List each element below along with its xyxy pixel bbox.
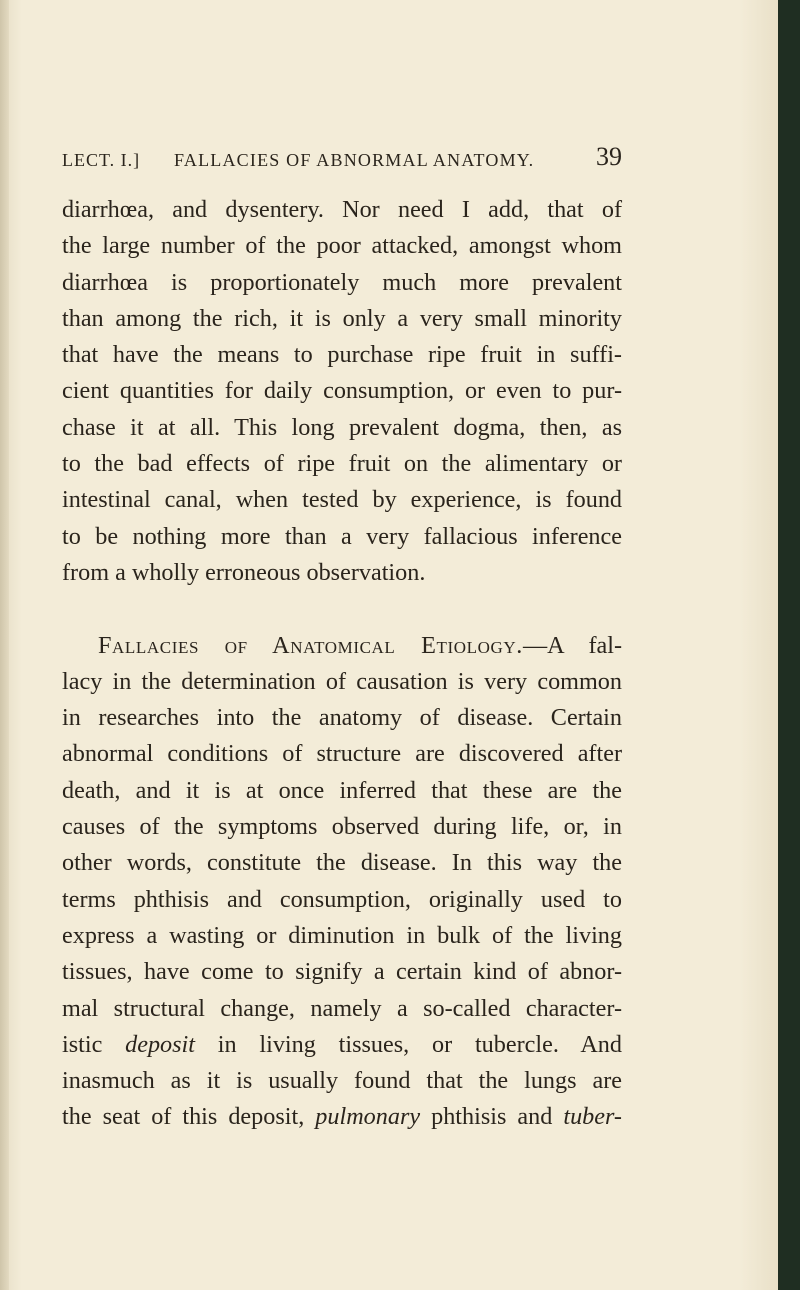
- text-line: that have the means to purchase ripe fruit in suffi-: [62, 341, 622, 369]
- text-line: terms phthisis and consumption, originally used to: [62, 885, 622, 913]
- heading-continuation: —A fal-: [522, 631, 623, 659]
- text-line: the large number of the poor attacked, amongst whom: [62, 232, 622, 260]
- italic-term: tuber-: [563, 1103, 622, 1131]
- text-fragment: istic: [62, 1030, 126, 1058]
- text-line: abnormal conditions of structure are discovered after: [62, 740, 622, 768]
- text-line: causes of the symptoms observed during life, or, in: [62, 813, 622, 841]
- text-line: [62, 1027, 622, 1063]
- text-line: to be nothing more than a very fallacious inference: [62, 522, 622, 550]
- text-line: lacy in the determination of causation is very common: [62, 667, 622, 695]
- italic-term: deposit: [125, 1030, 195, 1058]
- text-fragment: in living tissues, or tubercle. And: [194, 1030, 622, 1058]
- text-line: tissues, have come to signify a certain kind of abnor-: [62, 958, 622, 986]
- text-line: to the bad effects of ripe fruit on the alimentary or: [62, 450, 622, 478]
- running-title: FALLACIES OF ABNORMAL ANATOMY.: [174, 150, 535, 170]
- page-gutter: [0, 0, 9, 1290]
- text-line: death, and it is at once inferred that these are the: [62, 776, 622, 804]
- text-line: [62, 628, 622, 664]
- text-line: mal structural change, namely a so-called character-: [62, 994, 622, 1022]
- paragraph-1: [62, 192, 622, 591]
- text-fragment: the seat of this deposit,: [62, 1103, 316, 1131]
- text-line: diarrhœa, and dysentery. Nor need I add, that of: [62, 196, 622, 223]
- text-line: diarrhœa is proportionately much more prevalent: [62, 268, 622, 296]
- paragraph-2: [62, 628, 622, 1136]
- text-line: express a wasting or diminution in bulk of the living: [62, 921, 622, 949]
- text-line: in researches into the anatomy of disease. Certain: [62, 704, 622, 732]
- page-edge-shadow: [778, 0, 800, 1290]
- italic-term: pulmonary: [315, 1103, 421, 1131]
- text-line: from a wholly erroneous observation.: [62, 558, 426, 586]
- section-heading: Fallacies of Anatomical Etiology.: [98, 631, 523, 659]
- lecture-marker: LECT. I.]: [62, 150, 141, 170]
- running-header: [62, 142, 622, 178]
- text-fragment: phthisis and: [420, 1103, 564, 1131]
- page-number: 39: [596, 142, 622, 171]
- text-line: other words, constitute the disease. In this way the: [62, 849, 622, 877]
- body-text: [62, 192, 622, 1136]
- paragraph-gap: [62, 591, 622, 627]
- text-line: chase it at all. This long prevalent dogma, then, as: [62, 413, 622, 441]
- text-line: intestinal canal, when tested by experience, is found: [62, 486, 622, 514]
- text-line: [62, 1099, 622, 1135]
- text-line: than among the rich, it is only a very small minority: [62, 304, 622, 332]
- text-line: inasmuch as it is usually found that the lungs are: [62, 1067, 622, 1095]
- text-line: cient quantities for daily consumption, or even to pur-: [62, 377, 622, 405]
